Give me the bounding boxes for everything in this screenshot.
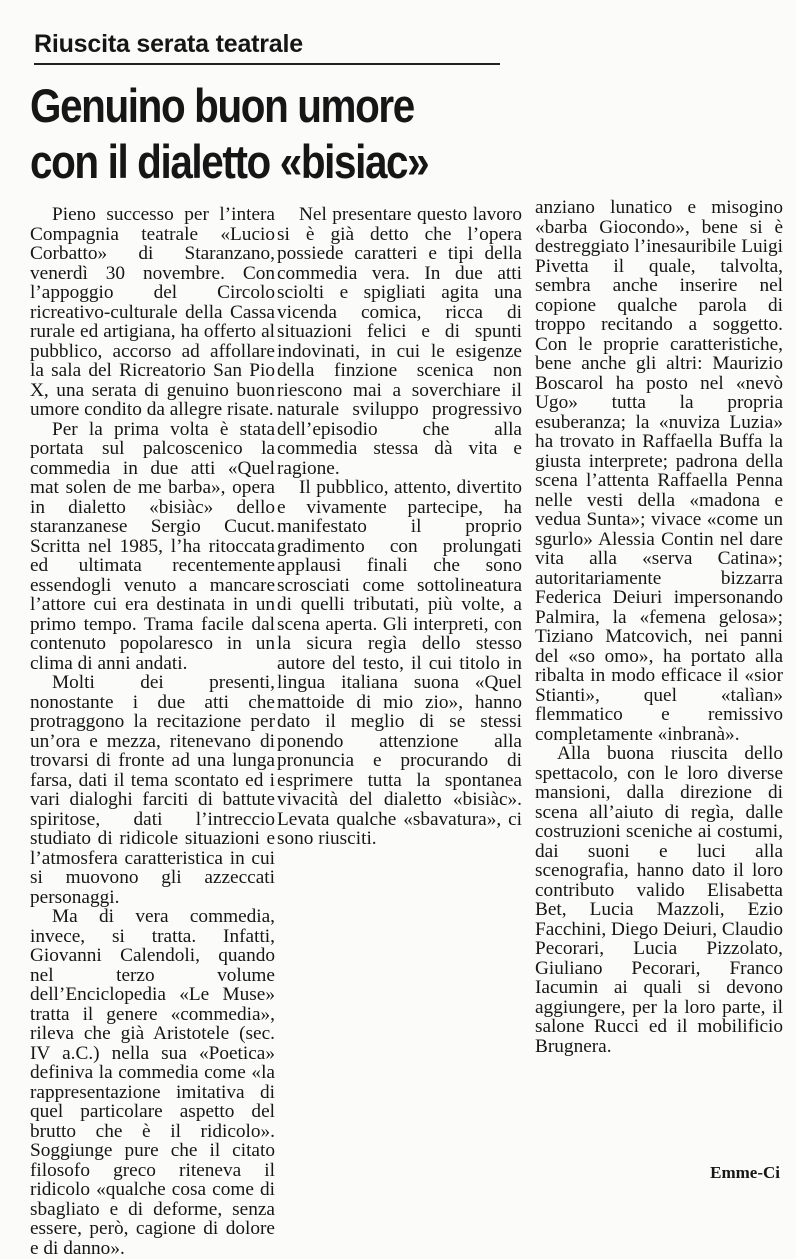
headline-line-1: Genuino buon umore bbox=[30, 79, 414, 132]
paragraph: Ma di vera commedia, invece, si tratta. Infatti, Giovanni Calendoli, quando nel terzo volume dell’Enciclopedia «Le Muse» tratta il genere «commedia», rileva che già Aristotele (sec. IV a.C.) nella sua «Poetica» definiva la commedia come «la rappresentazione imitativa di quel particolare aspetto del brutto che è il ridicolo». Soggiunge pure che il citato filosofo greco riteneva il ridicolo «qualche cosa come di sbagliato e di deforme, senza essere, però, cagione di dolore e di danno». bbox=[30, 906, 275, 1259]
paragraph: Pieno successo per l’intera Compagnia teatrale «Lucio Corbatto» di Staranzano, venerdì 30 novembre. Con l’appoggio del Circolo ricreativo-culturale della Cassa rurale ed artigiana, ha offerto al pubblico, accorso ad affollare la sala del Ricreatorio San Pio X, una serata di genuino buon umore condito da allegre risate. bbox=[30, 204, 275, 420]
article-headline bbox=[30, 78, 512, 190]
headline-line-2: con il dialetto «bisiac» bbox=[30, 135, 429, 188]
paragraph: Il pubblico, attento, divertito e vivamente partecipe, ha manifestato il proprio gradimento con prolungati applausi finali che sono scrosciati come sottolineatura di quelli tributati, più volte, a scena aperta. Gli interpreti, con la sicura regìa dello stesso autore del testo, il cui titolo in lingua italiana suona «Quel mattoide di mio zio», hanno dato il meglio di se stessi ponendo attenzione alla pronuncia e procurando di esprimere tutta la spontanea vivacità del dialetto «bisiàc». Levata qualche «sbavatura», ci sono riusciti. bbox=[277, 477, 522, 849]
article-kicker: Riuscita serata teatrale bbox=[34, 28, 500, 65]
article-column-1 bbox=[30, 205, 275, 1258]
article-column-3 bbox=[535, 198, 783, 1056]
paragraph: Per la prima volta è stata portata sul palcoscenico la commedia in due atti «Quel mat solen de me barba», opera in dialetto «bisiàc» dello staranzanese Sergio Cucut. Scritta nel 1985, l’ha ritoccata ed ultimata recentemente essendogli venuto a mancare l’attore cui era destinata in un primo tempo. Trama facile dal contenuto popolaresco in un clima di anni andati. bbox=[30, 418, 275, 674]
paragraph: Alla buona riuscita dello spettacolo, con le loro diverse mansioni, dalla direzione di scena all’aiuto di regìa, dalle costruzioni sceniche ai costumi, dai suoni e luci alla scenografia, hanno dato il loro contributo valido Elisabetta Bet, Lucia Mazzoli, Ezio Facchini, Diego Deiuri, Claudio Pecorari, Lucia Pizzolato, Giuliano Pecorari, Franco Iacumin ai quali si devono aggiungere, per la loro parte, il salone Rucci ed il mobilificio Brugnera. bbox=[535, 743, 783, 1057]
paragraph: Molti dei presenti, nonostante i due atti che protraggono la recitazione per un’ora e mezza, ritenevano di trovarsi di fronte ad una lunga farsa, dati il tema scontato ed i vari dialoghi farciti di battute spiritose, dati l’intreccio studiato di ridicole situazioni e l’atmosfera caratteristica in cui si muovono gli azzeccati personaggi. bbox=[30, 672, 275, 908]
author-signature: Emme-Ci bbox=[710, 1163, 780, 1182]
paragraph: anziano lunatico e misogino «barba Giocondo», bene si è destreggiato l’inesauribile Luigi Pivetta il quale, talvolta, sembra anche inserire nel copione qualche parola di troppo recitando a soggetto. Con le proprie caratteristiche, bene anche gli altri: Maurizio Boscarol ha posto nel «nevò Ugo» tutta la propria esuberanza; la «nuviza Luzia» ha trovato in Raffaella Buffa la giusta interprete; padrona della scena l’attenta Raffaella Penna nelle vesti della «madona e vedua Sunta»; vivace «come un sgurlo» Alessia Contin nel dare vita alla «serva Catina»; autoritariamente bizzarra Federica Deiuri impersonando Palmira, la «femena gelosa»; Tiziano Matcovich, nei panni del «so omo», ha portato alla ribalta in modo efficace il «sior Stianti», quel «talìan» flemmatico e remissivo completamente «inbranà». bbox=[535, 197, 783, 745]
paragraph: Nel presentare questo lavoro si è già detto che l’opera possiede caratteri e tipi della commedia vera. In due atti sciolti e spigliati agita una vicenda comica, ricca di situazioni felici e di spunti indovinati, in cui le esigenze della finzione scenica non riescono mai a soverchiare il naturale sviluppo progressivo dell’episodio che alla commedia stessa dà vita e ragione. bbox=[277, 204, 522, 479]
article-column-2 bbox=[277, 205, 522, 849]
